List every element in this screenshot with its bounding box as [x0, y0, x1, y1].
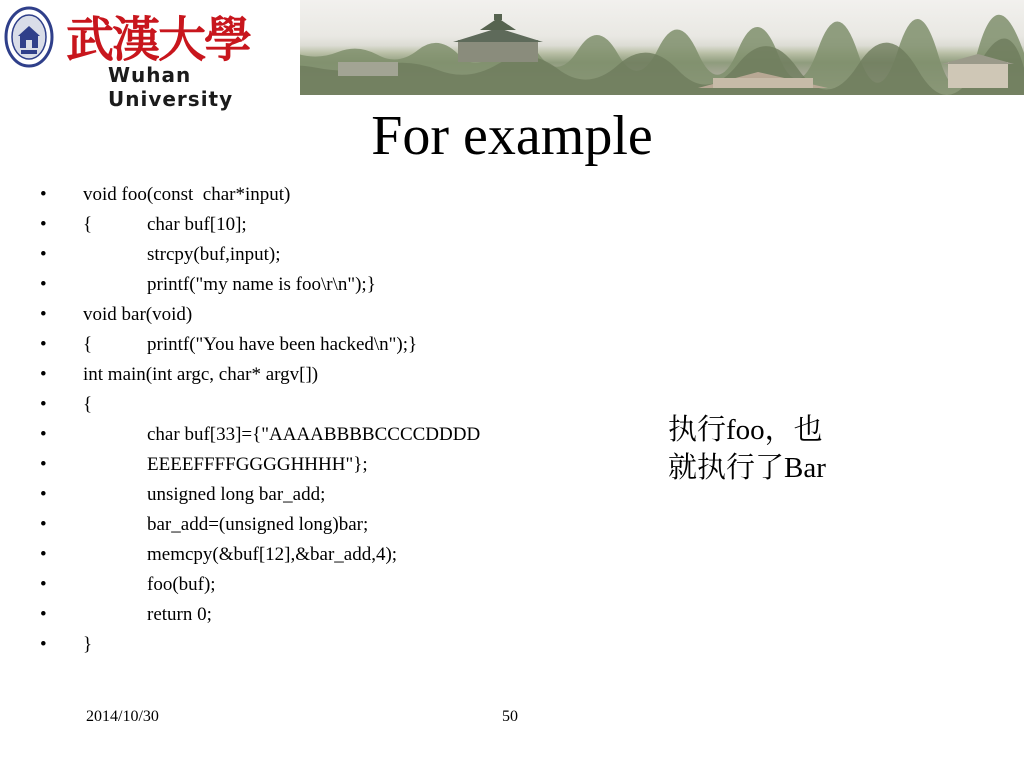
list-item [40, 450, 640, 480]
code-line: char buf[33]={"AAAABBBBCCCCDDDD [147, 424, 481, 445]
list-item [40, 600, 640, 630]
bullet: • [40, 274, 47, 295]
code-line [83, 210, 247, 240]
code-statement: printf("You have been hacked\n");} [147, 334, 418, 355]
bullet: • [40, 214, 47, 235]
code-line: printf("my name is foo\r\n");} [147, 274, 376, 295]
university-logo [0, 0, 300, 111]
annotation-line-1: 执行foo，也 [668, 414, 823, 446]
code-line: memcpy(&buf[12],&bar_add,4); [147, 544, 398, 565]
bullet: • [40, 394, 47, 415]
annotation-line-2: 就执行了Bar [668, 452, 826, 484]
bullet: • [40, 364, 47, 385]
bullet: • [40, 604, 47, 625]
calligraphy-logo [64, 2, 260, 68]
code-line: return 0; [147, 604, 212, 625]
bullet: • [40, 334, 47, 355]
code-line: EEEEFFFFGGGGHHHH"}; [147, 454, 368, 475]
list-item [40, 540, 640, 570]
list-item [40, 270, 640, 300]
list-item [40, 630, 640, 660]
list-item [40, 420, 640, 450]
list-item [40, 210, 640, 240]
list-item [40, 390, 640, 420]
code-line: void foo(const char*input) [83, 184, 291, 205]
code-brace: { [83, 214, 93, 235]
list-item [40, 360, 640, 390]
list-item [40, 300, 640, 330]
bullet: • [40, 424, 47, 445]
code-line [83, 330, 417, 360]
list-item [40, 510, 640, 540]
code-line: strcpy(buf,input); [147, 244, 281, 265]
code-statement: char buf[10]; [147, 214, 247, 235]
header-banner [0, 0, 1024, 111]
code-line: int main(int argc, char* argv[]) [83, 364, 319, 385]
code-brace: { [83, 334, 93, 355]
list-item [40, 570, 640, 600]
list-item [40, 240, 640, 270]
bullet: • [40, 304, 47, 325]
code-line: { [83, 394, 93, 415]
code-line: } [83, 634, 93, 655]
footer-date: 2014/10/30 [86, 708, 159, 725]
bullet: • [40, 514, 47, 535]
code-line: foo(buf); [147, 574, 216, 595]
code-line: unsigned long bar_add; [147, 484, 326, 505]
bullet: • [40, 574, 47, 595]
slide-number: 50 [502, 708, 518, 725]
campus-skyline [258, 0, 1024, 95]
bullet: • [40, 634, 47, 655]
code-line: void bar(void) [83, 304, 193, 325]
bullet: • [40, 184, 47, 205]
campus-photo [258, 0, 1024, 95]
list-item [40, 480, 640, 510]
bullet: • [40, 544, 47, 565]
bullet: • [40, 454, 47, 475]
annotation-note [668, 411, 826, 487]
university-seal-icon [4, 6, 54, 68]
slide-title: For example [371, 105, 653, 167]
bullet: • [40, 244, 47, 265]
list-item [40, 330, 640, 360]
code-line: bar_add=(unsigned long)bar; [147, 514, 369, 535]
code-listing [40, 180, 640, 660]
bullet: • [40, 484, 47, 505]
logo-chinese-text: 武漢大學 [66, 12, 251, 68]
list-item [40, 180, 640, 210]
logo-english-text: Wuhan University [108, 63, 234, 111]
